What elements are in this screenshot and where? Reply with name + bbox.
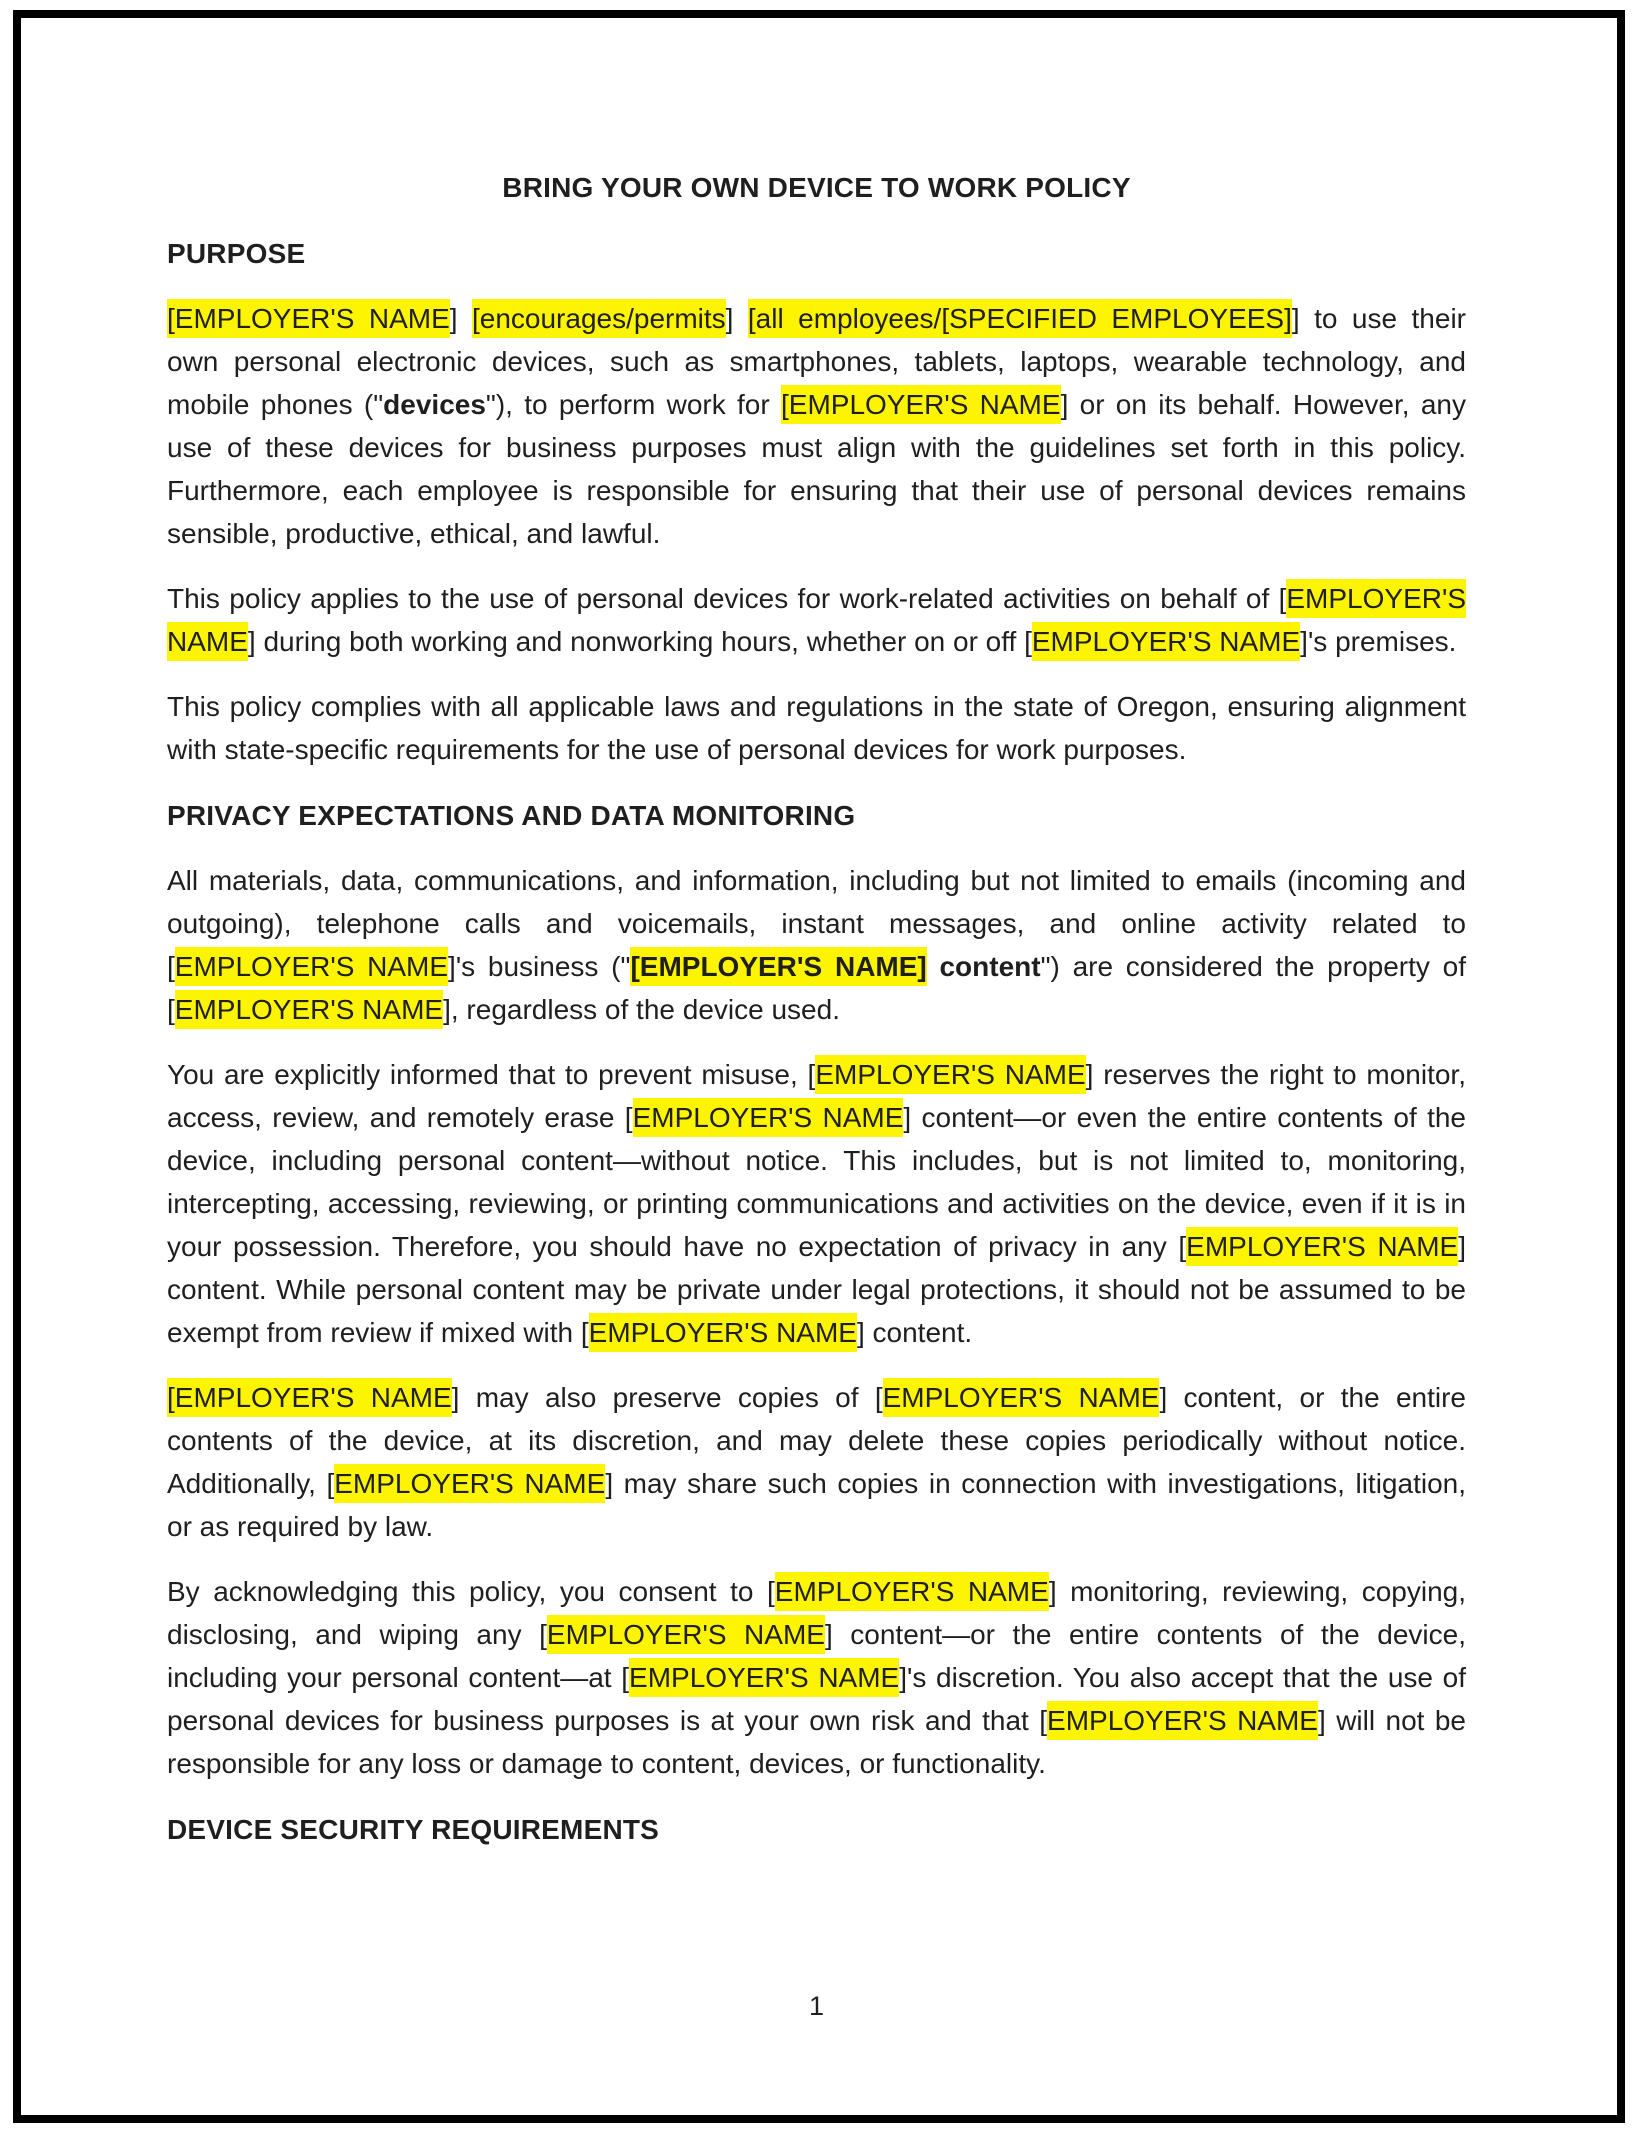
text-run: ] reserves the right to monitor, access, review, and remotely erase [ [167,1059,1466,1133]
highlighted-placeholder: [EMPLOYER'S NAME] [630,947,926,986]
highlighted-placeholder: EMPLOYER'S NAME [175,947,448,986]
highlighted-placeholder: EMPLOYER'S NAME [589,1313,857,1352]
policy-paragraph [167,685,1466,771]
text-run: All materials, data, communications, and information, including but not limited to emails (incoming and outgoing), telephone calls and voicemails, instant messages, and online activity related to [ [167,865,1466,982]
policy-paragraph [167,1570,1466,1785]
highlighted-placeholder: EMPLOYER'S NAME [1186,1227,1458,1266]
highlighted-placeholder: EMPLOYER'S NAME [775,1572,1049,1611]
policy-paragraph [167,577,1466,663]
section-heading: DEVICE SECURITY REQUIREMENTS [167,1814,660,1845]
text-run: ] content—or even the entire contents of the device, including personal content—without notice. This includes, but is not limited to, monitoring, intercepting, accessing, reviewing, or printing communications and activities on the device, even if it is in your possession. Therefore, you should have no expectation of privacy in any [ [167,1102,1466,1262]
text-run: ] may share such copies in connection with investigations, litigation, or as required by law. [167,1468,1467,1542]
highlighted-placeholder: EMPLOYER'S NAME [629,1658,899,1697]
highlighted-placeholder: EMPLOYER'S NAME [175,990,443,1029]
highlighted-placeholder: EMPLOYER'S NAME [815,1055,1085,1094]
text-run: ] monitoring, reviewing, copying, disclosing, and wiping any [ [167,1576,1467,1650]
document-title: BRING YOUR OWN DEVICE TO WORK POLICY [502,172,1131,203]
text-run: ]'s business (" [448,951,631,982]
highlighted-placeholder: EMPLOYER'S NAME [883,1378,1160,1417]
text-run: ] content. [856,1317,973,1348]
highlighted-placeholder: [EMPLOYER'S NAME [167,1378,452,1417]
text-run: You are explicitly informed that to prevent misuse, [ [167,1059,816,1090]
highlighted-placeholder: EMPLOYER'S NAME [1047,1701,1318,1740]
highlighted-placeholder: [all employees/[SPECIFIED EMPLOYEES] [748,299,1292,338]
text-run: ") are considered the property of [ [167,951,1466,1025]
highlighted-placeholder: [EMPLOYER'S NAME [167,299,450,338]
text-run: ]'s premises. [1300,626,1457,657]
policy-paragraph [167,859,1466,1031]
text-run: ] content—or the entire contents of the device, including your personal content—at [ [167,1619,1467,1693]
highlighted-placeholder: EMPLOYER'S NAME [334,1464,605,1503]
highlighted-placeholder: [encourages/permits [472,299,726,338]
policy-paragraph [167,297,1466,555]
text-run: ] [725,303,748,334]
text-run: ] or on its behalf. However, any use of these devices for business purposes must align with the guidelines set forth in this policy. Furthermore, each employee is responsible for ensuring that their use of personal devices remains sensible, productive, ethical, and lawful. [167,389,1466,549]
text-run: ] content. While personal content may be private under legal protections, it should not be assumed to be exempt from review if mixed with [ [167,1231,1466,1348]
text-run: "), to perform work for [485,389,781,420]
document-body [167,232,1466,1851]
text-run: ], regardless of the device used. [443,994,840,1025]
policy-paragraph [167,1376,1466,1548]
text-run: ] [449,303,472,334]
text-run: ] content, or the entire contents of the device, at its discretion, and may delete these copies periodically without notice. Additionally, [ [167,1382,1467,1499]
text-run: ] may also preserve copies of [ [451,1382,883,1413]
bold-text: content [926,951,1041,982]
highlighted-placeholder: EMPLOYER'S NAME [633,1098,904,1137]
page-number: 1 [808,1991,825,2021]
highlighted-placeholder: EMPLOYER'S NAME [1032,622,1300,661]
highlighted-placeholder: [EMPLOYER'S NAME [781,385,1061,424]
text-run: ] to use their own personal electronic devices, such as smartphones, tablets, laptops, wearable technology, and mobile phones (" [167,303,1466,420]
section-heading: PRIVACY EXPECTATIONS AND DATA MONITORING [167,800,856,831]
text-run: By acknowledging this policy, you consent to [ [167,1576,775,1607]
highlighted-placeholder: EMPLOYER'S NAME [167,579,1466,661]
text-run: This policy applies to the use of personal devices for work-related activities on behalf of [ [167,583,1287,614]
section-heading: PURPOSE [167,238,306,269]
text-run: ]'s discretion. You also accept that the use of personal devices for business purposes is at your own risk and that [ [167,1662,1467,1736]
policy-paragraph [167,1053,1466,1354]
bold-text: devices [383,389,486,420]
highlighted-placeholder: EMPLOYER'S NAME [547,1615,825,1654]
text-run: ] will not be responsible for any loss or damage to content, devices, or functionality. [167,1705,1467,1779]
text-run: ] during both working and nonworking hours, whether on or off [ [247,626,1032,657]
document-content [167,166,1466,1873]
text-run: This policy complies with all applicable laws and regulations in the state of Oregon, ensuring alignment with state-specific requirements for the use of personal devices for work purposes. [167,691,1466,765]
